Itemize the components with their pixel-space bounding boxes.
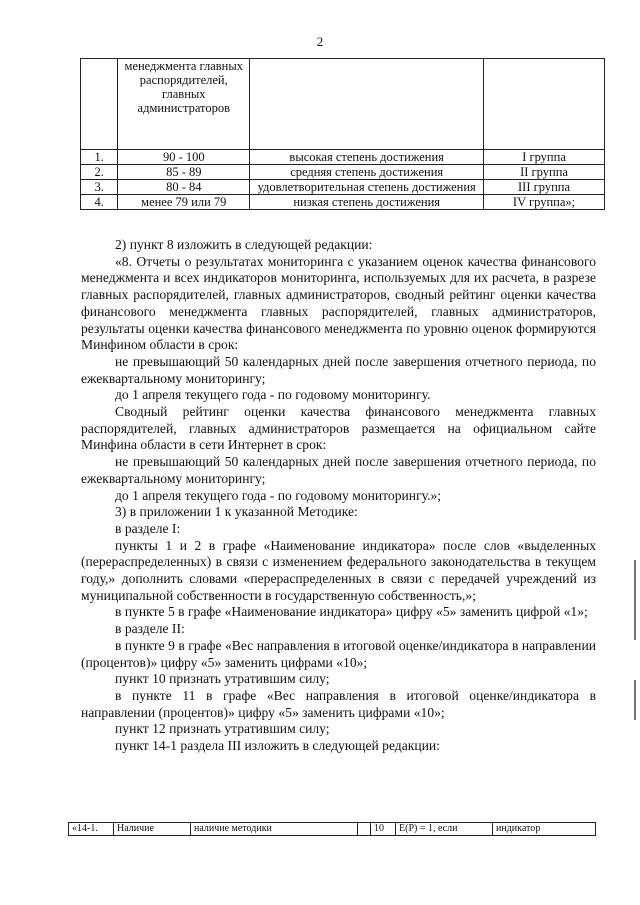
row-degree: удовлетворительная степень достижения [250,180,484,195]
paragraph: пункт 14-1 раздела III изложить в следующей редакции: [115,738,440,754]
row-num: 2. [81,165,118,180]
row-group: II группа [484,165,605,180]
cell-formula: E(P) = 1, если [396,823,493,836]
paragraph: до 1 апреля текущего года - по годовому мониторингу.»; [115,487,442,503]
paragraph: 2) пункт 8 изложить в следующей редакции: [115,237,373,252]
header-cont-cell: менеджмента главных распорядителей, главных администраторов [118,59,250,150]
paragraph: в пункте 11 в графе «Вес направления в итоговой оценке/индикатора в направлении (процентов)» цифру «5» заменить цифрами «10»; [81,687,596,720]
paragraph: до 1 апреля текущего года - по годовому мониторингу. [115,387,431,403]
paragraph: в пункте 9 в графе «Вес направления в итоговой оценке/индикатора в направлении (процентов)» цифру «5» заменить цифрами «10»; [81,637,596,670]
paragraph: 3) в приложении 1 к указанной Методике: [115,504,358,520]
paragraph: не превышающий 50 календарных дней после завершения отчетного периода, по ежеквартальному мониторингу; [81,454,596,486]
row-group: IV группа»; [484,195,605,210]
paragraph: пункт 10 признать утратившим силу; [115,671,330,687]
table-row [81,195,605,210]
row-range: 90 - 100 [118,150,250,165]
paragraph: в пункте 5 в графе «Наименование индикатора» цифру «5» заменить цифрой «1»; [115,604,588,620]
row-degree: низкая степень достижения [250,195,484,210]
table-header-continuation [81,59,605,150]
cell-name: Наличие [114,823,191,836]
row-group: I группа [484,150,605,165]
rating-groups-table [80,58,605,210]
cell-indicator: индикатор [493,823,596,836]
cell-method: наличие методики [191,823,358,836]
scan-edge-mark [634,680,636,720]
cell-weight: 10 [371,823,396,836]
page-number: 2 [316,34,324,49]
row-num: 4. [81,195,118,210]
paragraph: в разделе I: [115,520,181,536]
paragraph: «8. Отчеты о результатах мониторинга с указанием оценок качества финансового менеджмента и всех индикаторов мониторинга, используемых для их расчета, в разрезе главных распорядителей, главных администраторов, сводный рейтинг оценки качества финансового менеджмента главных распорядителей, главных администраторов, результаты оценки качества финансового менеджмента по уровню оценок формируются Минфином области в срок: [81,253,596,353]
row-degree: средняя степень достижения [250,165,484,180]
table-row [81,165,605,180]
indicator-table-fragment [68,822,596,836]
paragraph: пункт 12 признать утратившим силу; [115,721,330,737]
row-range: менее 79 или 79 [118,195,250,210]
row-range: 85 - 89 [118,165,250,180]
document-body [81,237,596,755]
row-range: 80 - 84 [118,180,250,195]
scan-edge-mark [634,560,636,640]
row-num: 1. [81,150,118,165]
table-row [81,150,605,165]
cell-empty [358,823,371,836]
table-row [69,823,596,836]
paragraph: Сводный рейтинг оценки качества финансового менеджмента главных распорядителей, главных администраторов размещается на официальном сайте Минфина области в сети Интернет в срок: [81,404,596,453]
cell-num: «14-1. [69,823,114,836]
table-row [81,180,605,195]
row-group: III группа [484,180,605,195]
paragraph: не превышающий 50 календарных дней после завершения отчетного периода, по ежеквартальному мониторингу; [81,353,596,386]
row-degree: высокая степень достижения [250,150,484,165]
row-num: 3. [81,180,118,195]
paragraph: пункты 1 и 2 в графе «Наименование индикатора» после слов «выделенных (перераспределенных) в связи с изменением федерального законодательства в текущем году,» дополнить словами «перераспределенных в связи с передачей учреждений из муниципальной собственности в государственную собственность,»; [81,537,596,603]
paragraph: в разделе II: [115,621,185,637]
